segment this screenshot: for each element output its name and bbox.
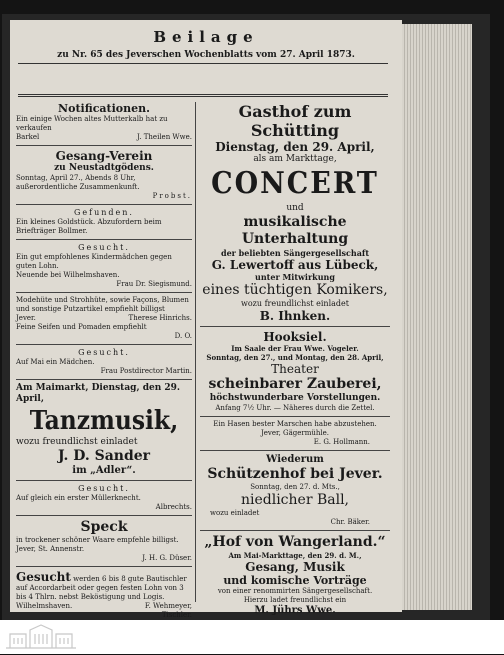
gesucht2-signature: Frau Postdirector Martin. <box>100 367 192 375</box>
hooksiel-title: Hooksiel. <box>263 330 327 344</box>
mitwirkung-text: unter Mitwirkung <box>255 272 335 282</box>
right-column <box>200 102 390 616</box>
gesucht3-text: Auf gleich ein erster Müllerknecht. <box>16 494 141 502</box>
gesucht2-text: Auf Mai ein Mädchen. <box>16 358 95 366</box>
divider <box>16 379 192 380</box>
gesucht1-place: Neuende bei Wilhelmshaven. <box>16 271 120 279</box>
divider <box>16 480 192 481</box>
speck-place: Jever, St. Annenstr. <box>16 545 85 553</box>
gesucht4-text: werden 6 bis 8 gute Bautischler auf Accordarbeit oder gegen festen Lohn von 3 bis 4 Thlrn. nebst Beköstigung und Logis. <box>16 575 187 601</box>
header-rule <box>18 63 388 64</box>
verein-title: Gesang-Verein <box>55 149 153 163</box>
mode-sig-left: Jever. <box>16 314 36 322</box>
sonntag2-text: Sonntag, den 27. d. Mts., <box>250 483 340 491</box>
notif-text: Ein einige Wochen altes Mutterkalb hat zu verkaufen <box>16 115 168 132</box>
notif-sig-right: J. Theilen Wwe. <box>137 133 192 141</box>
zauberei-text: scheinbarer Zauberei, <box>208 376 382 392</box>
found-title: Gefunden. <box>74 208 134 217</box>
speck-signature: J. H. G. Düser. <box>142 554 192 562</box>
gesucht4-block <box>16 570 192 602</box>
left-column <box>16 102 192 619</box>
divider <box>200 326 390 327</box>
gesucht4-sig-trade: Tischler. <box>161 611 192 619</box>
speck-text: in trockener schöner Waare empfehle billigst. <box>16 536 179 544</box>
markt-text: Am Maimarkt, Dienstag, den 29. April, <box>16 383 181 404</box>
renommirt-text: von einer renommirten Sängergesellschaft. <box>217 587 373 595</box>
sander-name: J. D. Sander <box>57 448 151 464</box>
schuetzenhof-title: Schützenhof bei Jever. <box>207 466 383 482</box>
divider <box>200 530 390 531</box>
gesucht1-title: Gesucht. <box>78 243 130 252</box>
divider <box>200 450 390 451</box>
divider <box>16 145 192 146</box>
newspaper-page <box>10 20 402 619</box>
verein-signature: Probst. <box>152 192 192 200</box>
speck-title: Speck <box>80 519 128 535</box>
lewertoff-name: G. Lewertoff aus Lübeck, <box>211 258 379 272</box>
gesucht4-sig-right: F. Wehmeyer, <box>144 602 192 610</box>
column-divider <box>195 102 196 602</box>
wangerland-title: „Hof von Wangerland.“ <box>204 534 386 550</box>
hasen-text: Ein Hasen bester Marschen habe abzustehen. <box>213 420 377 428</box>
divider <box>16 239 192 240</box>
divider <box>16 292 192 293</box>
gesucht2-title: Gesucht. <box>78 348 130 357</box>
mode-text: Modehüte und Strohhüte, sowie Façons, Blumen und sonstige Putzartikel empfiehlt billigst <box>16 296 189 313</box>
notif-sig-left: Barkel <box>16 133 40 141</box>
hollmann-signature: E. G. Hollmann. <box>313 438 370 446</box>
vorstellungen-text: höchstwunderbare Vorstellungen. <box>209 393 381 403</box>
vortraege-text: und komische Vorträge <box>223 574 367 587</box>
gasthof-title: Gasthof zum Schütting <box>238 102 352 140</box>
library-building-logo <box>4 624 78 650</box>
wiederum-text: Wiederum <box>266 454 324 465</box>
gesellschaft-text: der beliebten Sängergesellschaft <box>220 248 370 258</box>
gesucht1-signature: Frau Dr. Siegismund. <box>116 280 192 288</box>
ball-einladet: wozu einladet <box>210 509 260 517</box>
unterhaltung-text: musikalische Unterhaltung <box>241 214 349 247</box>
book-spread <box>2 14 490 620</box>
theater-text: Theater <box>271 362 319 376</box>
saal-text: Im Saale der Frau Wwe. Vogeler. <box>231 344 359 353</box>
notif-signature <box>16 133 192 142</box>
concert-date: Dienstag, den 29. April, <box>215 140 375 154</box>
verein-place: zu Neustadtgödens. <box>54 163 154 173</box>
concert-headline: CONCERT <box>211 166 379 201</box>
divider <box>16 515 192 516</box>
seife-text: Feine Seifen und Pomaden empfiehlt <box>16 323 147 331</box>
und-text: und <box>286 203 304 213</box>
adler-text: im „Adler“. <box>72 465 136 476</box>
divider <box>16 566 192 567</box>
tanz-einladet: wozu freundlichst einladet <box>16 437 138 447</box>
gesang-text: Gesang, Musik <box>245 560 345 574</box>
header-double-rule <box>18 94 388 97</box>
gesucht4-signature <box>16 602 192 611</box>
gesucht4-word: Gesucht <box>16 570 71 584</box>
notif-title: Notificationen. <box>58 102 150 115</box>
verein-text: Sonntag, April 27., Abends 8 Uhr, außerordentliche Zusammenkunft. <box>16 174 140 191</box>
seife-signature: D. O. <box>174 332 192 340</box>
gesucht3-signature: Albrechts. <box>155 503 192 511</box>
divider <box>16 344 192 345</box>
page-title: Beilage <box>153 28 259 46</box>
hierzu-text: Hierzu ladet freundlichst ein <box>243 596 347 604</box>
bottom-bar <box>0 620 504 654</box>
markttag-text: als am Markttage, <box>253 154 337 164</box>
juehls-signature: M. Jührs Wwe. <box>254 605 336 616</box>
baeker-signature: Chr. Bäker. <box>330 518 370 526</box>
gesucht4-sig-left: Wilhelmshaven. <box>16 602 73 610</box>
gesucht3-title: Gesucht. <box>78 484 130 493</box>
tanzmusik-headline: Tanzmusik, <box>29 406 179 436</box>
sonntag-text: Sonntag, den 27., und Montag, den 28. April, <box>206 353 384 362</box>
found-text: Ein kleines Goldstück. Abzufordern beim Briefträger Bollmer. <box>16 218 162 235</box>
divider <box>16 204 192 205</box>
page-edges <box>402 24 472 610</box>
anfang-text: Anfang 7½ Uhr. — Näheres durch die Zettel. <box>215 404 375 412</box>
page-subtitle: zu Nr. 65 des Jeverschen Wochenblatts vom 27. April 1873. <box>57 50 355 60</box>
komiker-text: eines tüchtigen Komikers, <box>202 282 388 298</box>
mode-signature <box>16 314 192 323</box>
maimarkt-text: Am Mai-Markttage, den 29. d. M., <box>228 551 362 560</box>
mode-sig-right: Therese Hinrichs. <box>128 314 192 322</box>
concert-einladet: wozu freundlichst einladet <box>241 299 349 308</box>
gesucht1-text: Ein gut empfohlenes Kindermädchen gegen guten Lohn. <box>16 253 172 270</box>
divider <box>200 416 390 417</box>
ball-text: niedlicher Ball, <box>240 492 350 508</box>
ihnken-name: B. Ihnken. <box>259 309 331 323</box>
jever-text: Jever, Gägermühle. <box>260 429 330 437</box>
